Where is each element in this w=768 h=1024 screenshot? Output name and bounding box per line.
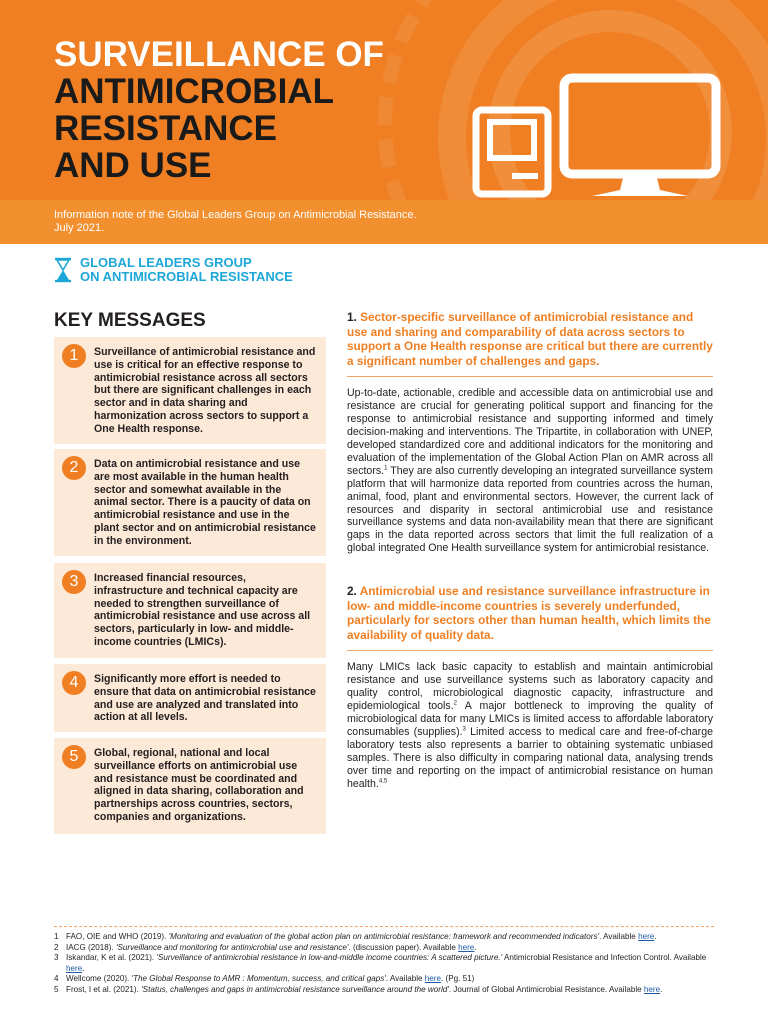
footnote-text: [66, 932, 657, 943]
section-heading-text: Sector-specific surveillance of antimicrobial resistance and use and sharing and comparability of data across sectors to support a One Health response are critical but there are currently a significant number of challenges and gaps.: [347, 310, 713, 368]
footnote-ref: 1: [384, 465, 388, 472]
body-text: Up-to-date, actionable, credible and accessible data on antimicrobial use and resistance are crucial for generating political support and financing for the response to antimicrobial resistance and supporting informed and timely decision-making and interventions. The Tripartite, in collaboration with UNEP, developed standardized core and additional indicators for the monitoring and evaluation of the implementation of the Global Action Plan on AMR across all sectors.: [347, 387, 713, 477]
footnote-text: [66, 953, 714, 974]
footnote-title: 'Status, challenges and gaps in antimicrobial resistance surveillance around the world': [141, 984, 449, 994]
footnote-author: Iskandar, K et al. (2021).: [66, 953, 157, 963]
body-text: Limited access to medical care and free-of-charge laboratory tests also represents a barrier to obtaining systematic unbiased samples. There is also difficulty in comparing national data, analysing trends over time and reporting on the impact of antimicrobial resistance on human health.: [347, 725, 713, 790]
footnote-text: [66, 985, 662, 996]
footnote-end: .: [474, 942, 477, 952]
footnote-ref: 2: [453, 700, 457, 707]
footnote-link[interactable]: here: [66, 963, 83, 973]
section-heading-text: Antimicrobial use and resistance surveillance infrastructure in low- and middle-income countries is severely underfunded, particularly for sectors other than human health, which limits the availability of quality data.: [347, 584, 711, 642]
footnote-source: . Available: [599, 932, 639, 941]
footnote-source: . Available: [385, 974, 425, 984]
footnote-number: 4: [54, 974, 59, 984]
message-number: 3: [62, 570, 86, 594]
message-text: Significantly more effort is needed to ensure that data on antimicrobial resistance and use are analyzed and translated into action at all levels.: [94, 673, 316, 724]
key-message-3: [54, 563, 326, 658]
footnote-end: .: [660, 984, 663, 994]
footnote-ref: 4,5: [378, 778, 388, 784]
section-1: [347, 310, 713, 555]
footnote-link[interactable]: here: [638, 932, 655, 941]
footnote-title: 'The Global Response to AMR : Momentum, success, and critical gaps': [131, 974, 386, 984]
footnote-divider: [54, 926, 714, 927]
footnote-author: FAO, OIE and WHO (2019).: [66, 932, 169, 941]
footnote-author: Wellcome (2020).: [66, 974, 132, 984]
message-number: 4: [62, 671, 86, 695]
body-text: Many LMICs lack basic capacity to establish and maintain antimicrobial resistance and use surveillance systems such as laboratory capacity and quality control, microbiological diagnostic capacity, infrastructure and epidemiological tools.: [347, 661, 713, 713]
footnote-number: 1: [54, 932, 59, 941]
divider: [347, 650, 713, 651]
title-line: AND USE: [54, 146, 212, 185]
footnote-end: . (Pg. 51): [441, 974, 475, 984]
footnote-link[interactable]: here: [424, 974, 441, 984]
message-number: 1: [62, 344, 86, 368]
footnote: [54, 943, 714, 954]
footnote-link[interactable]: here: [458, 942, 475, 952]
footnote-source: . (discussion paper). Available: [348, 942, 459, 952]
title-line: SURVEILLANCE OF: [54, 35, 384, 74]
footnote-text: [66, 974, 474, 985]
title-line: ANTIMICROBIAL: [54, 72, 334, 111]
footnote-text: [66, 943, 477, 954]
footnote-author: Frost, I et al. (2021).: [66, 984, 142, 994]
message-text: Global, regional, national and local surveillance efforts on antimicrobial use and resistance must be coordinated and aligned in data sharing, collaboration and partnerships across countries, sectors, companies and organizations.: [94, 747, 304, 823]
footnote-number: 2: [54, 942, 59, 952]
footnote-title: 'Surveillance of antimicrobial resistance in low-and-middle income countries: A scattered picture.': [156, 953, 503, 963]
footnote-source: Antimicrobial Resistance and Infection Control. Available: [502, 953, 707, 963]
footnote-end: .: [82, 963, 85, 973]
section-2: [347, 584, 713, 790]
title-line: RESISTANCE: [54, 109, 277, 148]
footnote: [54, 985, 714, 996]
message-number: 2: [62, 456, 86, 480]
section-number: 2.: [347, 584, 357, 598]
header-banner: [0, 0, 768, 200]
key-message-1: [54, 337, 326, 444]
footnote-title: 'Monitoring and evaluation of the global action plan on antimicrobial resistance: framework and recommended indicators': [168, 932, 600, 941]
footnote-title: 'Surveillance and monitoring for antimicrobial use and resistance': [115, 942, 349, 952]
section-heading: [347, 310, 713, 368]
body-text: They are also currently developing an integrated surveillance system platform that will harmonize data reported from countries across the human, animal, food, plant and environmental sectors. However, the current lack of resources and disparity in sectoral antimicrobial use and resistance surveillance systems and data non-availability mean that there are significant gaps in the data reported across sectors that limit the full realization of a global integrated One Health surveillance system for antimicrobial resistance.: [347, 464, 713, 555]
org-logo: [54, 256, 293, 284]
footnote-link[interactable]: here: [643, 984, 661, 994]
info-line: Information note of the Global Leaders Group on Antimicrobial Resistance.: [54, 209, 417, 221]
section-number: 1.: [347, 310, 357, 324]
footnote: [54, 953, 714, 974]
message-text: Increased financial resources, infrastructure and technical capacity are needed to strengthen surveillance of antimicrobial resistance and use across all sectors, particularly in low- and middle-income countries (LMICs).: [94, 572, 311, 648]
info-date: July 2021.: [54, 222, 105, 234]
footnote: [54, 932, 714, 943]
footnote-end: .: [654, 932, 657, 941]
message-text: Data on antimicrobial resistance and use are most available in the human health sector and somewhat available in the animal sector. There is a paucity of data on antimicrobial resistance and use in the plant sector and on antimicrobial resistance in the environment.: [94, 458, 316, 547]
divider: [347, 376, 713, 377]
footnote-ref: 3: [462, 726, 466, 733]
info-note: [54, 209, 417, 235]
org-name-line: GLOBAL LEADERS GROUP: [80, 255, 252, 270]
footnote-source: . Journal of Global Antimicrobial Resistance. Available: [448, 984, 644, 994]
computer-monitor-icon: [472, 72, 732, 200]
footnote-number: 5: [54, 984, 59, 994]
section-body: [347, 661, 713, 790]
hourglass-icon: [54, 257, 72, 283]
key-message-2: [54, 449, 326, 556]
key-messages-title: KEY MESSAGES: [54, 310, 206, 331]
footnotes: [54, 932, 714, 996]
section-body: [347, 387, 713, 555]
footnote-number: 3: [54, 953, 59, 963]
org-name-line: ON ANTIMICROBIAL RESISTANCE: [80, 269, 293, 284]
footnote-author: IACG (2018).: [66, 942, 116, 952]
page-title: [54, 36, 384, 184]
message-text: Surveillance of antimicrobial resistance and use is critical for an effective response to antimicrobial resistance across all sectors but there are significant challenges in each sector and in data sharing and harmonization across sectors to support a One Health response.: [94, 346, 316, 435]
key-message-4: [54, 664, 326, 732]
info-bar: [0, 200, 768, 244]
footnote: [54, 974, 714, 985]
body-text: A major bottleneck to improving the quality of microbiological data for many LMICs is limited access to affordable laboratory consumables (supplies).: [347, 700, 714, 738]
section-heading: [347, 584, 713, 642]
message-number: 5: [62, 745, 86, 769]
org-name: [80, 256, 293, 284]
key-message-5: [54, 738, 326, 834]
